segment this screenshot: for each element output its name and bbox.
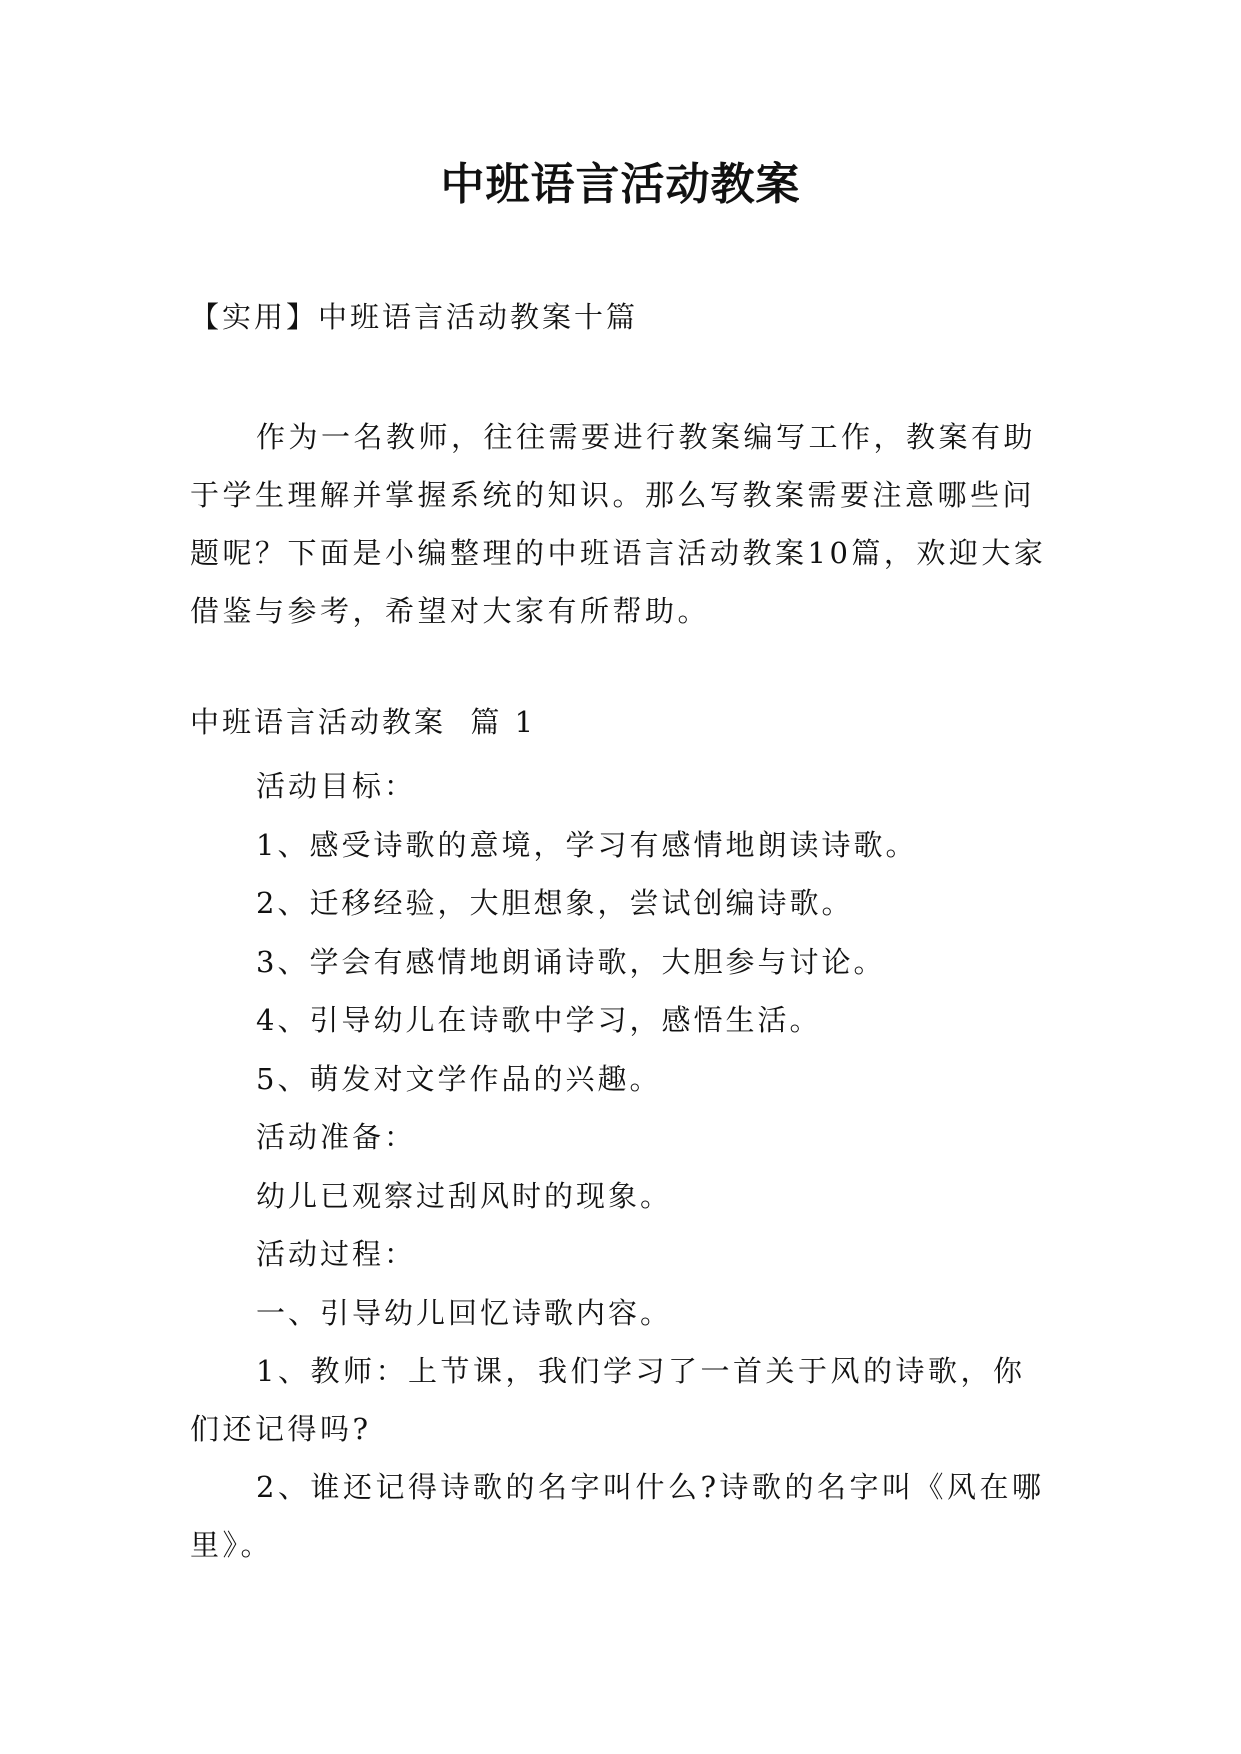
document-subtitle: 【实用】中班语言活动教案十篇 [190, 300, 639, 334]
section-heading: 中班语言活动教案 篇 1 [190, 705, 537, 739]
body-line: 5、萌发对文学作品的兴趣。 [256, 1061, 662, 1096]
document-title: 中班语言活动教案 [440, 159, 801, 210]
body-line: 活动目标： [256, 769, 417, 803]
section-body [190, 757, 1052, 1574]
body-line: 活动准备： [256, 1120, 417, 1154]
body-line: 1、感受诗歌的意境，学习有感情地朗读诗歌。 [256, 827, 918, 862]
body-line: 活动过程： [256, 1237, 417, 1271]
intro-paragraph: 作为一名教师，往往需要进行教案编写工作，教案有助于学生理解并掌握系统的知识。那么写教案需要注意哪些问题呢？下面是小编整理的中班语言活动教案10篇，欢迎大家借鉴与参考，希望对大家有所帮助。 [190, 420, 1047, 628]
body-line: 2、迁移经验，大胆想象，尝试创编诗歌。 [256, 886, 854, 920]
body-line: 4、引导幼儿在诗歌中学习，感悟生活。 [256, 1003, 822, 1037]
body-line: 幼儿已观察过刮风时的现象。 [256, 1178, 673, 1213]
body-line: 一、引导幼儿回忆诗歌内容。 [256, 1295, 673, 1330]
body-line: 3、学会有感情地朗诵诗歌，大胆参与讨论。 [256, 944, 886, 979]
body-paragraph: 1、教师：上节课，我们学习了一首关于风的诗歌，你们还记得吗? [190, 1354, 1026, 1446]
body-paragraph: 2、谁还记得诗歌的名字叫什么?诗歌的名字叫《风在哪里》。 [190, 1470, 1045, 1562]
